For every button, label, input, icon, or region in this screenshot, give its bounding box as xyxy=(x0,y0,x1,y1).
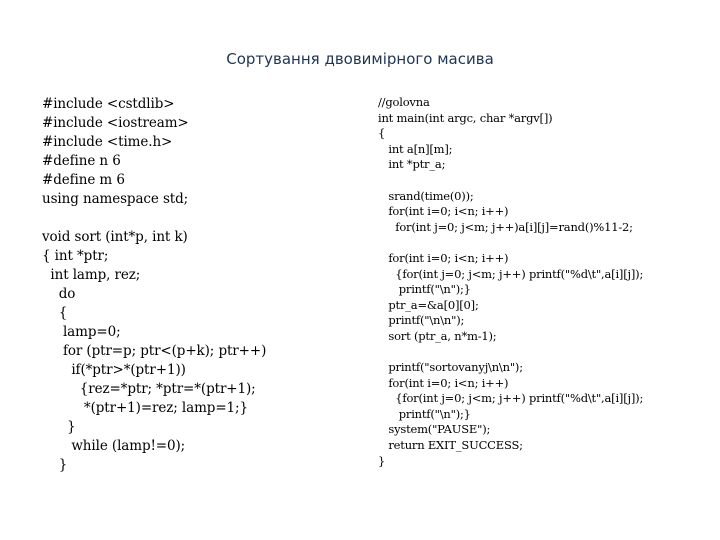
sort-function-code: #include <cstdlib> #include <iostream> #include <time.h> #define n 6 #define m 6 using namespace std; void sort (int*p, int k) { int *ptr; int lamp, rez; do { lamp=0; for (ptr=p; ptr<(p+k); ptr++) if(*ptr>*(ptr+1)) {rez=*ptr; *ptr=*(ptr+1); *(ptr+1)=rez; lamp=1;} } while (lamp!=0); } xyxy=(42,96,267,473)
main-function-code: //golovna int main(int argc, char *argv[]) { int a[n][m]; int *ptr_a; srand(time(0)); for(int i=0; i<n; i++) for(int j=0; j<m; j++)a[i][j]=rand()%11-2; for(int i=0; i<n; i++) {for(int j=0; j<m; j++) printf("%d\t",a[i][j]); printf("\n");} ptr_a=&a[0][0]; printf("\n\n"); sort (ptr_a, n*m-1); printf("sortovanyj\n\n"); for(int i=0; i<n; i++) {for(int j=0; j<m; j++) printf("%d\t",a[i][j]); printf("\n");} system("PAUSE"); return EXIT_SUCCESS; } xyxy=(378,95,644,468)
slide-title: Сортування двовимірного масива xyxy=(226,50,494,68)
